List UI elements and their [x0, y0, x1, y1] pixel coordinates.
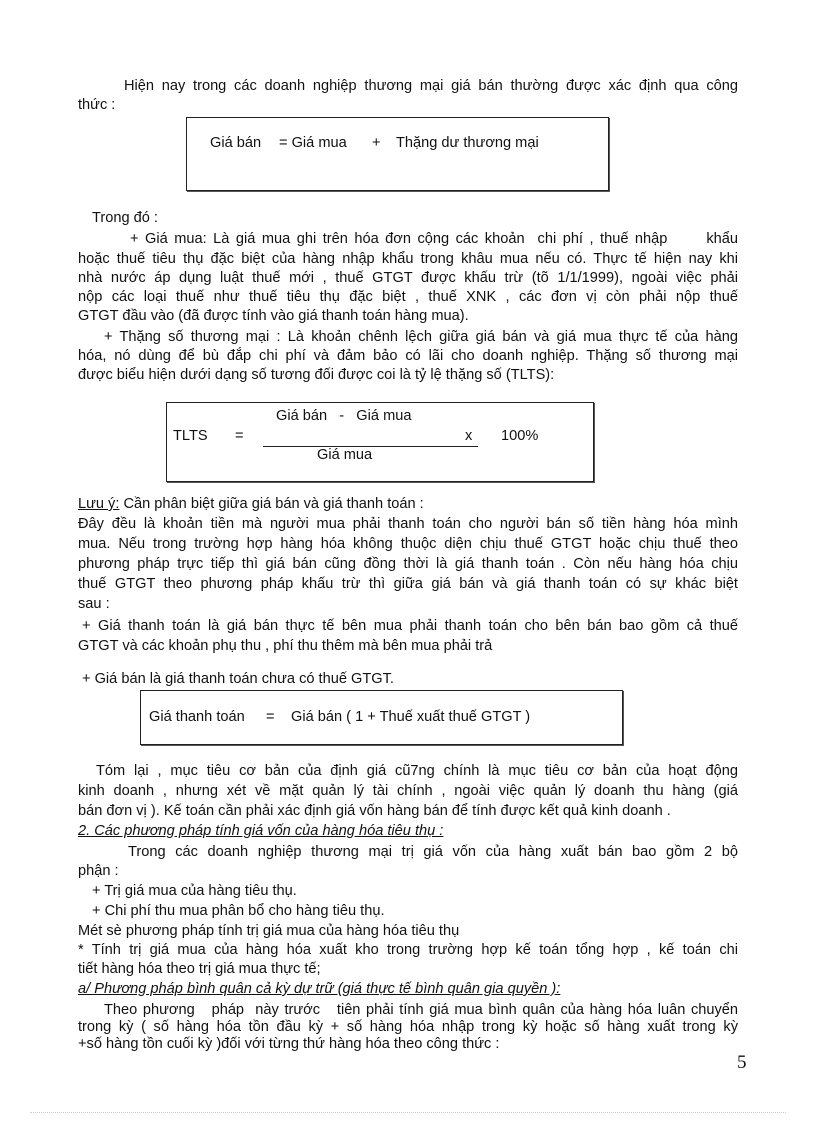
gia-mua-line-5: GTGT đầu vào (đã được tính vào giá thanh toán hàng mua). [78, 308, 469, 324]
formula1-eq-gia-mua: = Giá mua [279, 135, 347, 151]
subsection-a-heading: a/ Phương pháp bình quân cả kỳ dự trữ (giá thực tế bình quân gia quyền ): [78, 981, 561, 997]
tom-lai-line-3: bán đơn vị ). Kế toán cần phải xác định giá vốn hàng bán để tính được kết quả kinh doanh . [78, 803, 671, 819]
theo-line-1: Theo phương pháp này trước tiên phải tính giá mua bình quân của hàng hóa luân chuyển [104, 1002, 738, 1018]
formula1-plus: + [372, 135, 381, 151]
luu-y-line-4: phương pháp trực tiếp thì giá bán cũng đồng thời là giá thanh toán . Còn nếu hàng hóa chịu [78, 556, 738, 572]
formula3-gia-thanh-toan: Giá thanh toán [149, 709, 245, 725]
thang-so-line-2: hóa, nó dùng để bù đắp chi phí và đảm bảo có lãi cho doanh nghiệp. Thặng số thương mại [78, 348, 738, 364]
thang-so-line-3: được biểu hiện dưới dạng số tương đối được coi là tỷ lệ thặng số (TLTS): [78, 367, 555, 383]
formula2-numerator: Giá bán - Giá mua [276, 408, 412, 424]
intro-line-2: thức : [78, 97, 116, 113]
formula2-percent: 100% [501, 428, 539, 444]
gia-mua-line-2: hoặc thuế tiêu thụ đặc biệt của hàng nhập khẩu trong khâu mua nếu có. Thực tế hiện nay khi [78, 251, 738, 267]
gia-ban-definition: + Giá bán là giá thanh toán chưa có thuế GTGT. [82, 671, 394, 687]
star-line-1: * Tính trị giá mua của hàng hóa xuất kho trong trường hợp kế toán tổng hợp , kế toán chi [78, 942, 738, 958]
intro-line-1: Hiện nay trong các doanh nghiệp thương mại giá bán thường được xác định qua công [124, 78, 738, 94]
formula-box-payment-price [140, 690, 623, 745]
met-se-line: Mét sè phương pháp tính trị giá mua của hàng hóa tiêu thụ [78, 923, 460, 939]
luu-y-text: Cần phân biệt giữa giá bán và giá thanh toán : [119, 496, 424, 512]
gia-mua-line-3: nhà nước áp dụng luật thuế mới , thuế GTGT được khấu trừ (tõ 1/1/1999), ngoài việc phải [78, 270, 738, 286]
luu-y-line-3: mua. Nếu trong trường hợp hàng hóa không thuộc diện chịu thuế GTGT hoặc chịu thuế theo [78, 536, 738, 552]
list-item-chi-phi-thu-mua: + Chi phí thu mua phân bổ cho hàng tiêu thụ. [92, 903, 385, 919]
formula2-denominator: Giá mua [317, 447, 373, 463]
formula3-equals: = [266, 709, 275, 725]
thang-so-line-1: + Thặng số thương mại : Là khoản chênh lệch giữa giá bán và giá mua thực tế của hàng [104, 329, 738, 345]
tom-lai-line-1: Tóm lại , mục tiêu cơ bản của định giá cũ7ng chính là mục tiêu cơ bản của hoạt động [96, 763, 738, 779]
footer-divider [30, 1112, 786, 1113]
formula-box-tlts [166, 402, 594, 482]
gia-mua-line-4: nộp các loại thuế như thuế tiêu thụ đặc biệt , thuế XNK , các đơn vị còn phải nộp thuế [78, 289, 738, 305]
formula2-equals: = [235, 428, 244, 444]
star-line-2: tiết hàng hóa theo trị giá mua thực tế; [78, 961, 321, 977]
luu-y-line-5: thuế GTGT theo phương pháp khấu trừ thì giữa giá bán và giá thanh toán có sự khác biệt [78, 576, 738, 592]
tri-gia-line-2: phận : [78, 863, 119, 879]
tri-gia-line-1: Trong các doanh nghiệp thương mại trị giá vốn của hàng xuất bán bao gồm 2 bộ [128, 844, 738, 860]
tom-lai-line-2: kinh doanh , nhưng xét về mặt quản lý tài chính , ngoài việc quản lý doanh thu hàng (giá [78, 783, 738, 799]
formula-box-selling-price [186, 117, 609, 191]
formula1-gia-ban: Giá bán [210, 135, 262, 151]
trong-do-label: Trong đó : [92, 210, 158, 226]
formula2-times: x [465, 428, 473, 444]
luu-y-label: Lưu ý: [78, 496, 120, 512]
gia-mua-line-1: + Giá mua: Là giá mua ghi trên hóa đơn cộng các khoản chi phí , thuế nhập khẩu [130, 231, 738, 247]
section-2-heading: 2. Các phương pháp tính giá vốn của hàng hóa tiêu thụ : [78, 823, 444, 839]
theo-line-3: +số hàng tồn cuối kỳ )đối với từng thứ hàng hóa theo công thức : [78, 1036, 500, 1052]
gia-tt-line-1: + Giá thanh toán là giá bán thực tế bên mua phải thanh toán cho bên bán bao gồm cả thuế [82, 618, 738, 634]
luu-y-line-2: Đây đều là khoản tiền mà người mua phải thanh toán cho người bán số tiền hàng hóa mình [78, 516, 738, 532]
luu-y-line-6: sau : [78, 596, 110, 612]
list-item-tri-gia-mua: + Trị giá mua của hàng tiêu thụ. [92, 883, 297, 899]
formula1-thang-du: Thặng dư thương mại [396, 135, 539, 151]
formula3-gia-ban: Giá bán ( 1 + Thuế xuất thuế GTGT ) [291, 709, 531, 725]
formula2-tlts: TLTS [173, 428, 208, 444]
page-number: 5 [737, 1052, 747, 1073]
gia-tt-line-2: GTGT và các khoản phụ thu , phí thu thêm mà bên mua phải trả [78, 638, 493, 654]
luu-y-line-1 [78, 495, 424, 514]
theo-line-2: trong kỳ ( số hàng hóa tồn đầu kỳ + số hàng hóa nhập trong kỳ hoặc số hàng xuất trong kỳ [78, 1019, 738, 1035]
